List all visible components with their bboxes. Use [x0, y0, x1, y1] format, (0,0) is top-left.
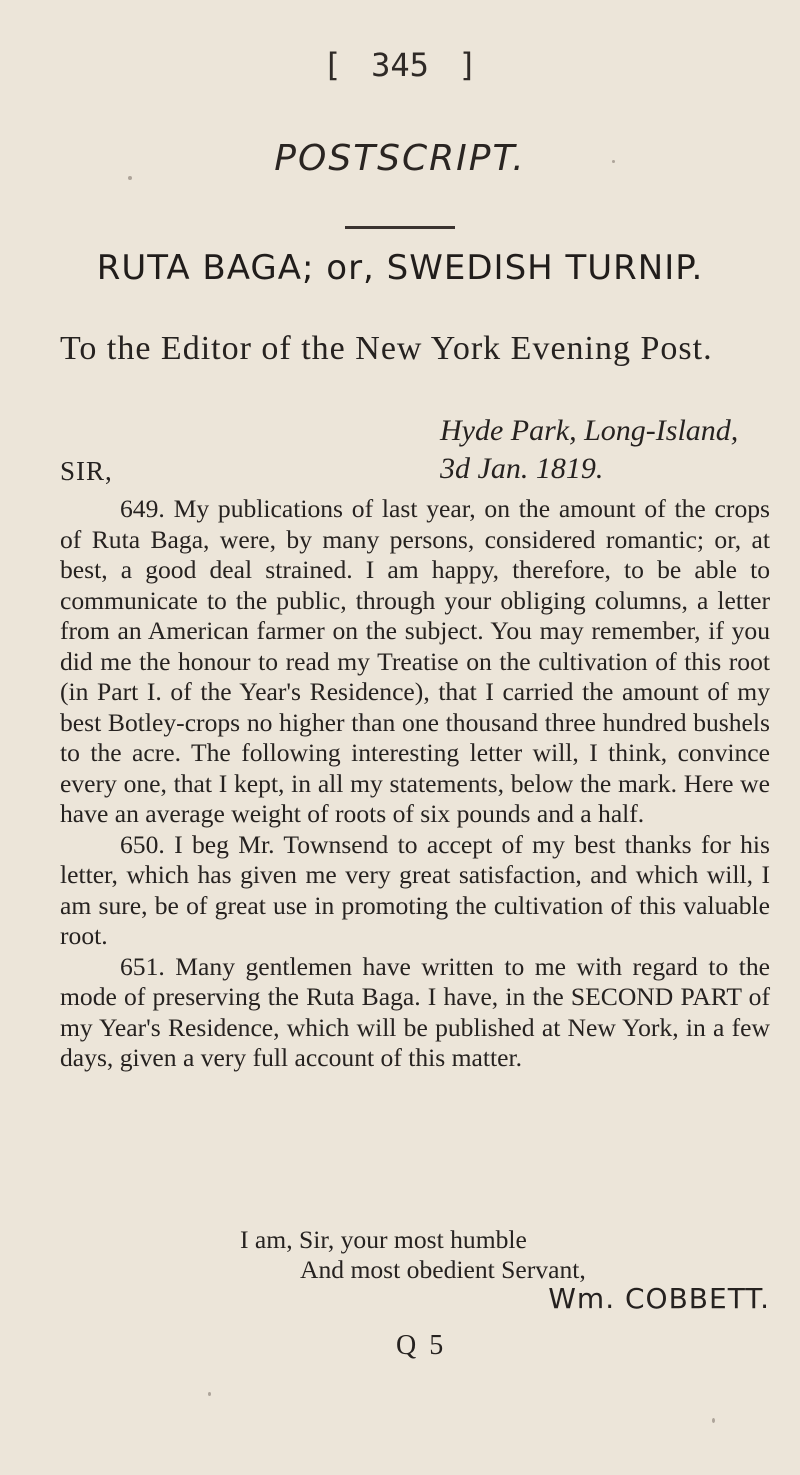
paper-speck	[612, 160, 615, 163]
section-heading: RUTA BAGA; or, SWEDISH TURNIP.	[96, 248, 704, 288]
page-title: POSTSCRIPT.	[274, 138, 526, 179]
paper-speck	[712, 1418, 715, 1423]
title-rule	[345, 226, 455, 229]
printer-signature-mark: Q 5	[396, 1330, 444, 1361]
paragraph-649: 649. My publications of last year, on the amount of the crops of Ruta Baga, were, by many persons, considered romantic; or, at best, a good deal strained. I am happy, therefore, to be able to communicate to the public, through your obliging columns, a letter from an American farmer on the subject. You may remember, if you did me the honour to read my Treatise on the cultivation of this root (in Part I. of the Year's Residence), that I carried the amount of my best Botley-crops no higher than one thousand three hundred bushels to the acre. The following interesting letter will, I think, convince every one, that I kept, in all my statements, below the mark. Here we have an average weight of roots of six pounds and a half.	[60, 494, 770, 828]
paragraph-650: 650. I beg Mr. Townsend to accept of my best thanks for his letter, which has given me very great satisfaction, and which will, I am sure, be of great use in promoting the cultivation of this valuable root.	[60, 829, 770, 950]
closing-line-2: And most obedient Servant,	[300, 1255, 586, 1284]
paper-speck	[208, 1392, 211, 1396]
dateline-date: 3d Jan. 1819.	[440, 452, 604, 485]
letter-body	[60, 494, 770, 1074]
letter-address: To the Editor of the New York Evening Post.	[60, 330, 713, 367]
page-number: [ 345 ]	[322, 46, 478, 84]
salutation: SIR,	[60, 456, 113, 486]
dateline-place: Hyde Park, Long-Island,	[440, 414, 739, 447]
paper-speck	[128, 176, 132, 180]
closing-line-1: I am, Sir, your most humble	[240, 1225, 527, 1254]
author-signature: Wm. COBBETT.	[548, 1282, 770, 1315]
paragraph-651: 651. Many gentlemen have written to me with regard to the mode of preserving the Ruta Baga. I have, in the SECOND PART of my Year's Residence, which will be published at New York, in a few days, given a very full account of this matter.	[60, 951, 770, 1072]
